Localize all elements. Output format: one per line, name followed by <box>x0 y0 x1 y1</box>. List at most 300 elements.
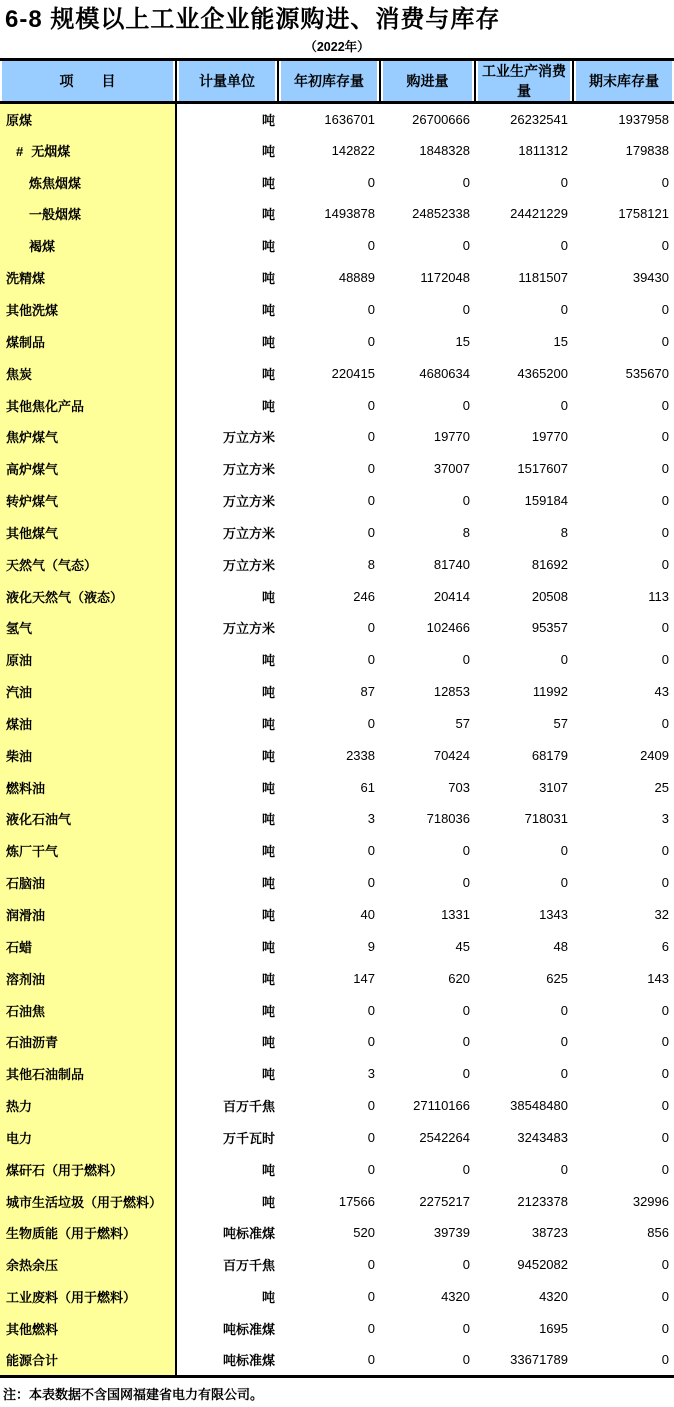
unit-cell: 吨 <box>261 398 275 414</box>
unit-cell: 吨 <box>261 1194 275 1210</box>
value-cell: 1181507 <box>518 270 568 286</box>
value-cell: 70424 <box>433 747 470 763</box>
value-cell: 0 <box>661 1002 669 1018</box>
unit-cell: 吨 <box>261 1067 275 1083</box>
item-cell <box>0 994 176 1026</box>
value-cell: 8 <box>560 524 568 540</box>
item-label: 天然气（气态） <box>6 557 98 573</box>
item-label: 氢气 <box>6 621 33 637</box>
value-cell: 0 <box>367 333 375 349</box>
value-cell: 48889 <box>338 270 375 286</box>
value-cell: 0 <box>560 238 568 254</box>
footnote: 注：本表数据不含国网福建省电力有限公司。 <box>3 1386 264 1402</box>
value-cell: 0 <box>367 1289 375 1305</box>
item-label: 溶剂油 <box>6 971 46 987</box>
value-cell: 0 <box>661 1257 669 1273</box>
value-cell: 1636701 <box>324 111 375 127</box>
value-cell: 0 <box>560 397 568 413</box>
table-row <box>0 516 674 548</box>
unit-cell: 万立方米 <box>222 462 275 478</box>
item-label: 炼焦烟煤 <box>29 175 82 191</box>
table-row <box>0 994 674 1026</box>
value-cell: 0 <box>462 1002 470 1018</box>
value-cell: 113 <box>648 588 669 604</box>
item-label: 其他石油制品 <box>6 1067 85 1083</box>
item-label: 石油焦 <box>6 1003 46 1019</box>
value-cell: 20414 <box>433 588 470 604</box>
value-cell: 39430 <box>632 270 669 286</box>
value-cell: 0 <box>462 652 470 668</box>
value-cell: 4680634 <box>419 365 470 381</box>
table-row <box>0 867 674 899</box>
value-cell: 0 <box>560 1066 568 1082</box>
value-cell: 1937958 <box>618 111 669 127</box>
item-label: 工业废料（用于燃料） <box>6 1290 137 1306</box>
value-cell: 4320 <box>539 1289 568 1305</box>
value-cell: 0 <box>661 1129 669 1145</box>
value-cell: 45 <box>455 938 470 954</box>
unit-cell: 吨 <box>261 112 275 128</box>
unit-cell: 吨 <box>261 143 275 159</box>
unit-cell: 吨 <box>261 971 275 987</box>
unit-cell: 万立方米 <box>222 557 275 573</box>
item-cell <box>0 1122 176 1154</box>
value-cell: 0 <box>462 875 470 891</box>
value-cell: 142822 <box>331 142 375 158</box>
value-cell: 0 <box>573 1344 674 1376</box>
value-cell: 0 <box>560 1161 568 1177</box>
item-cell <box>0 867 176 899</box>
item-cell <box>0 103 176 135</box>
value-cell: 718031 <box>524 811 568 827</box>
table-row <box>0 1185 674 1217</box>
page-title: 6-8 规模以上工业企业能源购进、消费与库存 <box>5 6 501 33</box>
unit-cell: 万立方米 <box>222 494 275 510</box>
value-cell: 1517607 <box>517 461 568 477</box>
value-cell: 48 <box>553 938 568 954</box>
value-cell: 87 <box>360 684 375 700</box>
value-cell: 0 <box>560 1002 568 1018</box>
item-label: 石蜡 <box>6 939 33 955</box>
item-cell <box>0 1153 176 1185</box>
value-cell: 0 <box>367 238 375 254</box>
item-cell <box>0 962 176 994</box>
value-cell: 0 <box>560 652 568 668</box>
value-cell: 0 <box>462 397 470 413</box>
value-cell: 0 <box>367 1098 375 1114</box>
item-label: 无烟煤 <box>31 143 71 159</box>
value-cell: 0 <box>367 620 375 636</box>
value-cell: 15 <box>553 333 568 349</box>
value-cell: 0 <box>661 875 669 891</box>
table-row <box>0 803 674 835</box>
item-label: 一般烟煤 <box>29 207 82 223</box>
value-cell: 38723 <box>531 1225 568 1241</box>
value-cell: 0 <box>462 1257 470 1273</box>
value-cell: 95357 <box>531 620 568 636</box>
value-cell: 0 <box>367 524 375 540</box>
value-cell: 0 <box>661 652 669 668</box>
table-row <box>0 262 674 294</box>
unit-cell: 吨标准煤 <box>176 1344 278 1376</box>
value-cell: 220415 <box>331 365 375 381</box>
table-row <box>0 325 674 357</box>
table-row <box>0 1249 674 1281</box>
item-cell <box>0 771 176 803</box>
unit-cell: 百万千焦 <box>222 1099 275 1115</box>
unit-cell: 吨 <box>261 589 275 605</box>
value-cell: 32 <box>654 907 669 923</box>
item-label: 转炉煤气 <box>6 494 59 510</box>
item-cell <box>0 198 176 230</box>
item-cell <box>0 485 176 517</box>
table-body <box>0 103 674 1377</box>
table-row <box>0 421 674 453</box>
value-cell: 12853 <box>433 684 470 700</box>
unit-cell: 万立方米 <box>222 621 275 637</box>
unit-cell: 万立方米 <box>222 430 275 446</box>
item-label: 褐煤 <box>29 239 56 255</box>
unit-cell: 吨 <box>261 939 275 955</box>
value-cell: 0 <box>661 843 669 859</box>
item-label: 洗精煤 <box>6 271 46 287</box>
value-cell: 6 <box>661 938 669 954</box>
table-row <box>0 739 674 771</box>
value-cell: 24852338 <box>412 206 470 222</box>
table-row <box>0 1281 674 1313</box>
value-cell: 38548480 <box>510 1098 568 1114</box>
hash-prefix: # <box>16 143 24 159</box>
item-cell <box>0 803 176 835</box>
table-row <box>0 357 674 389</box>
item-cell <box>0 612 176 644</box>
value-cell: 0 <box>367 1161 375 1177</box>
item-label: 能源合计 <box>6 1353 59 1369</box>
value-cell: 620 <box>448 970 470 986</box>
table-row <box>0 580 674 612</box>
unit-cell: 吨 <box>261 334 275 350</box>
value-cell: 57 <box>455 715 470 731</box>
value-cell: 2542264 <box>419 1129 470 1145</box>
value-cell: 0 <box>367 174 375 190</box>
value-cell: 625 <box>546 970 568 986</box>
value-cell: 39739 <box>433 1225 470 1241</box>
value-cell: 40 <box>360 907 375 923</box>
value-cell: 0 <box>367 1034 375 1050</box>
item-cell <box>0 421 176 453</box>
value-cell: 81692 <box>531 556 568 572</box>
value-cell: 1331 <box>441 907 470 923</box>
value-cell: 0 <box>462 1034 470 1050</box>
table-row <box>0 708 674 740</box>
unit-cell: 吨 <box>261 748 275 764</box>
table-row <box>0 1313 674 1345</box>
value-cell: 0 <box>367 1129 375 1145</box>
unit-cell: 吨 <box>261 1290 275 1306</box>
value-cell: 0 <box>462 301 470 317</box>
table-row <box>0 835 674 867</box>
value-cell: 0 <box>367 1257 375 1273</box>
table-row <box>0 1058 674 1090</box>
value-cell: 0 <box>560 1034 568 1050</box>
table-row <box>0 389 674 421</box>
value-cell: 0 <box>560 301 568 317</box>
value-cell: 19770 <box>531 429 568 445</box>
table-row <box>0 453 674 485</box>
value-cell: 27110166 <box>413 1098 470 1114</box>
item-label: 柴油 <box>6 748 33 764</box>
value-cell: 26700666 <box>412 111 470 127</box>
value-cell: 0 <box>560 174 568 190</box>
item-label: 焦炉煤气 <box>6 430 59 446</box>
item-cell <box>0 835 176 867</box>
value-cell: 856 <box>647 1225 669 1241</box>
column-header-0: 项 目 <box>0 60 176 103</box>
item-cell <box>0 899 176 931</box>
value-cell: 0 <box>367 715 375 731</box>
item-label: 润滑油 <box>6 908 46 924</box>
unit-cell: 吨 <box>261 908 275 924</box>
value-cell: 4365200 <box>517 365 568 381</box>
value-cell: 0 <box>661 715 669 731</box>
value-cell: 0 <box>462 493 470 509</box>
table-row <box>0 230 674 262</box>
value-cell: 147 <box>353 970 375 986</box>
value-cell: 0 <box>661 301 669 317</box>
table-row <box>0 899 674 931</box>
value-cell: 520 <box>353 1225 375 1241</box>
item-label: 城市生活垃圾（用于燃料） <box>6 1194 163 1210</box>
value-cell: 3 <box>661 811 669 827</box>
item-cell <box>0 739 176 771</box>
value-cell: 1695 <box>539 1320 568 1336</box>
table-row <box>0 1153 674 1185</box>
item-cell <box>0 325 176 357</box>
value-cell: 3107 <box>539 779 568 795</box>
value-cell: 0 <box>661 1161 669 1177</box>
unit-cell: 吨 <box>261 207 275 223</box>
column-header-1: 计量单位 <box>176 60 278 103</box>
value-cell: 2409 <box>640 747 669 763</box>
value-cell: 4320 <box>441 1289 470 1305</box>
item-label: 煤油 <box>6 716 33 732</box>
item-label: 汽油 <box>6 685 33 701</box>
unit-cell: 吨 <box>261 1003 275 1019</box>
value-cell: 2275217 <box>419 1193 470 1209</box>
item-cell <box>0 294 176 326</box>
value-cell: 20508 <box>531 588 568 604</box>
item-label: 煤矸石（用于燃料） <box>6 1162 124 1178</box>
unit-cell: 吨 <box>261 844 275 860</box>
unit-cell: 吨 <box>261 271 275 287</box>
value-cell: 3 <box>367 1066 375 1082</box>
item-cell <box>0 1281 176 1313</box>
item-cell <box>0 1344 176 1376</box>
value-cell: 61 <box>360 779 375 795</box>
item-cell <box>0 516 176 548</box>
value-cell: 0 <box>661 1289 669 1305</box>
value-cell: 0 <box>380 1344 475 1376</box>
unit-cell: 万立方米 <box>222 525 275 541</box>
value-cell: 0 <box>661 524 669 540</box>
value-cell: 3243483 <box>517 1129 568 1145</box>
value-cell: 37007 <box>433 461 470 477</box>
value-cell: 0 <box>661 174 669 190</box>
item-cell <box>0 166 176 198</box>
value-cell: 0 <box>661 333 669 349</box>
unit-cell: 吨 <box>261 239 275 255</box>
table-row <box>0 644 674 676</box>
item-cell <box>0 1313 176 1345</box>
item-label: 原油 <box>6 653 33 669</box>
unit-cell: 吨 <box>261 876 275 892</box>
value-cell: 1848328 <box>419 142 470 158</box>
value-cell: 0 <box>661 1098 669 1114</box>
value-cell: 25 <box>654 779 669 795</box>
table-row <box>0 962 674 994</box>
value-cell: 703 <box>448 779 470 795</box>
table-row <box>0 612 674 644</box>
value-cell: 0 <box>661 397 669 413</box>
item-cell <box>0 453 176 485</box>
value-cell: 1343 <box>539 907 568 923</box>
value-cell: 32996 <box>632 1193 669 1209</box>
value-cell: 0 <box>367 397 375 413</box>
unit-cell: 吨 <box>261 1162 275 1178</box>
table-row <box>0 1217 674 1249</box>
unit-cell: 吨标准煤 <box>222 1226 275 1242</box>
value-cell: 68179 <box>531 747 568 763</box>
table-row <box>0 485 674 517</box>
value-cell: 0 <box>367 1320 375 1336</box>
unit-cell: 万千瓦时 <box>222 1130 275 1146</box>
table-row <box>0 103 674 135</box>
item-label: 石油沥青 <box>6 1035 59 1051</box>
unit-cell: 百万千焦 <box>222 1258 275 1274</box>
item-cell <box>0 676 176 708</box>
value-cell: 0 <box>367 875 375 891</box>
item-cell <box>0 930 176 962</box>
item-label: 电力 <box>6 1130 33 1146</box>
item-label: 余热余压 <box>6 1258 59 1274</box>
unit-cell: 吨 <box>261 685 275 701</box>
item-label: 石脑油 <box>6 876 46 892</box>
value-cell: 43 <box>654 684 669 700</box>
item-cell <box>0 644 176 676</box>
item-label: 炼厂干气 <box>6 844 59 860</box>
table-header-row <box>0 60 674 103</box>
value-cell: 0 <box>367 493 375 509</box>
value-cell: 159184 <box>524 493 568 509</box>
value-cell: 0 <box>367 652 375 668</box>
item-cell <box>0 708 176 740</box>
table-row <box>0 134 674 166</box>
value-cell: 81740 <box>433 556 470 572</box>
value-cell: 0 <box>661 461 669 477</box>
value-cell: 0 <box>560 843 568 859</box>
table-row <box>0 548 674 580</box>
value-cell: 24421229 <box>510 206 568 222</box>
value-cell: 33671789 <box>475 1344 573 1376</box>
value-cell: 0 <box>661 238 669 254</box>
item-label: 热力 <box>6 1099 33 1115</box>
item-cell <box>0 357 176 389</box>
value-cell: 19770 <box>433 429 470 445</box>
value-cell: 0 <box>661 620 669 636</box>
item-cell <box>0 389 176 421</box>
item-cell <box>0 1249 176 1281</box>
item-cell <box>0 230 176 262</box>
value-cell: 0 <box>367 461 375 477</box>
unit-cell: 吨 <box>261 780 275 796</box>
item-cell <box>0 548 176 580</box>
item-cell <box>0 262 176 294</box>
value-cell: 0 <box>462 1320 470 1336</box>
value-cell: 1493878 <box>324 206 375 222</box>
unit-cell: 吨标准煤 <box>222 1321 275 1337</box>
table-row <box>0 930 674 962</box>
value-cell: 246 <box>353 588 375 604</box>
value-cell: 9 <box>367 938 375 954</box>
value-cell: 1758121 <box>618 206 669 222</box>
item-label: 其他燃料 <box>6 1321 59 1337</box>
value-cell: 0 <box>367 1002 375 1018</box>
value-cell: 8 <box>462 524 470 540</box>
value-cell: 17566 <box>338 1193 375 1209</box>
value-cell: 0 <box>278 1344 380 1376</box>
item-label: 其他煤气 <box>6 525 59 541</box>
item-label: 煤制品 <box>6 334 46 350</box>
item-cell <box>0 580 176 612</box>
value-cell: 0 <box>462 843 470 859</box>
unit-cell: 吨 <box>261 175 275 191</box>
value-cell: 2123378 <box>517 1193 568 1209</box>
value-cell: 0 <box>462 238 470 254</box>
table-row <box>0 1026 674 1058</box>
table-row <box>0 198 674 230</box>
value-cell: 0 <box>661 1320 669 1336</box>
value-cell: 0 <box>661 429 669 445</box>
value-cell: 1172048 <box>420 270 470 286</box>
table-row <box>0 771 674 803</box>
value-cell: 0 <box>560 875 568 891</box>
column-header-3: 购进量 <box>380 60 475 103</box>
value-cell: 11992 <box>532 684 568 700</box>
item-cell <box>0 134 176 166</box>
unit-cell: 吨 <box>261 366 275 382</box>
table-row <box>0 1090 674 1122</box>
item-label: 其他焦化产品 <box>6 398 85 414</box>
value-cell: 3 <box>367 811 375 827</box>
item-label: 燃料油 <box>6 780 46 796</box>
table-row <box>0 1344 674 1376</box>
value-cell: 0 <box>367 301 375 317</box>
value-cell: 0 <box>367 429 375 445</box>
value-cell: 15 <box>455 333 470 349</box>
unit-cell: 吨 <box>261 716 275 732</box>
table-row <box>0 1122 674 1154</box>
value-cell: 535670 <box>625 365 669 381</box>
value-cell: 0 <box>661 1034 669 1050</box>
value-cell: 0 <box>661 493 669 509</box>
column-header-5: 期末库存量 <box>573 60 674 103</box>
column-header-4: 工业生产消费量 <box>475 60 573 103</box>
table-row <box>0 294 674 326</box>
energy-table <box>0 58 674 1378</box>
value-cell: 0 <box>367 843 375 859</box>
item-cell <box>0 1090 176 1122</box>
unit-cell: 吨 <box>261 812 275 828</box>
